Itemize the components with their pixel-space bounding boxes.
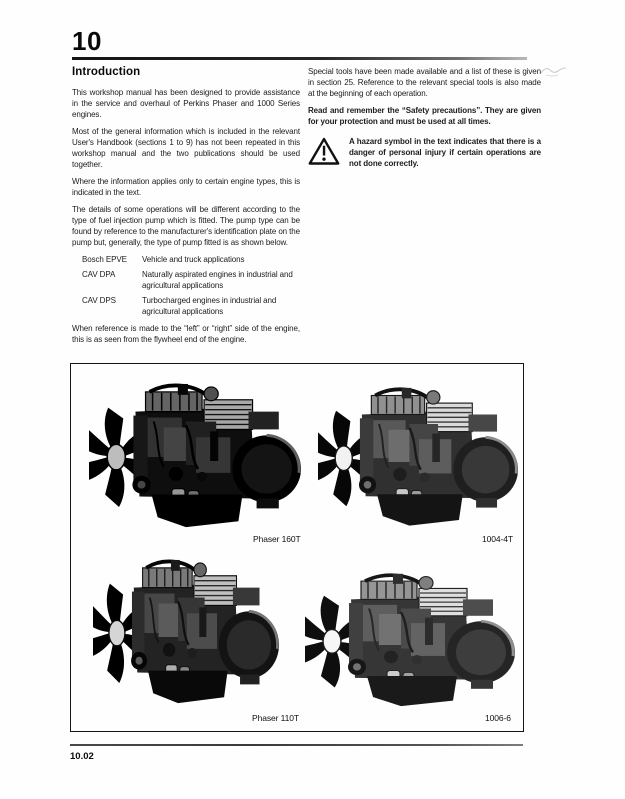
paragraph-safety-precautions: Read and remember the “Safety precautions”. They are given for your protection and must be used at all times.: [308, 106, 541, 126]
paragraph-pump-types: The details of some operations will be different according to the type of fuel injection pump which is fitted. The pump type can be found by reference to the manufacturer's identification plate on the pump but, generally, the type of pump fitted is as shown below.: [72, 205, 300, 247]
engine-photo-phaser-160t: [89, 382, 301, 540]
header-rule: [72, 57, 527, 60]
pencil-mark: [538, 63, 572, 81]
chapter-number: 10: [72, 26, 102, 56]
hazard-warning-text: A hazard symbol in the text indicates that there is a danger of personal injury if certain operations are not done correctly.: [349, 137, 541, 168]
left-column: [72, 66, 300, 351]
right-column: [308, 66, 541, 169]
pump-description: Naturally aspirated engines in industrial and agricultural applications: [142, 270, 293, 290]
paragraph-left-right: When reference is made to the “left” or “right” side of the engine, this is as seen from the flywheel end of the engine.: [72, 324, 300, 344]
paragraph-engine-types: Where the information applies only to certain engine types, this is indicated in the text.: [72, 177, 300, 197]
hazard-warning-block: [308, 136, 541, 169]
intro-heading: Introduction: [72, 66, 141, 78]
engine-photo-phaser-110t: [93, 558, 279, 716]
page-number: 10.02: [70, 751, 94, 762]
warning-triangle-icon: [308, 137, 340, 166]
pump-description: Turbocharged engines in industrial and agricultural applications: [142, 296, 277, 316]
engine-photo-1004-4t: [318, 386, 518, 538]
engine-photo-1006-6: [305, 572, 515, 718]
list-item: [82, 295, 300, 317]
figure-caption-1006-6: 1006-6: [485, 713, 511, 723]
figure-caption-1004-4t: 1004-4T: [482, 534, 513, 544]
pump-term: CAV DPA: [82, 270, 116, 279]
paragraph-handbook: Most of the general information which is included in the relevant User's Handbook (sections 1 to 9) has not been repeated in this workshop manual and the two publications should be used together.: [72, 127, 300, 169]
footer-rule: [70, 744, 523, 746]
pump-type-list: [82, 254, 300, 317]
engine-figure-box: [70, 363, 524, 732]
pump-term: CAV DPS: [82, 296, 116, 305]
pump-term: Bosch EPVE: [82, 255, 127, 264]
list-item: [82, 254, 300, 265]
paragraph-overview: This workshop manual has been designed to provide assistance in the service and overhaul of Perkins Phaser and 1000 Series engines.: [72, 88, 300, 119]
list-item: [82, 269, 300, 291]
paragraph-special-tools: Special tools have been made available and a list of these is given in section 25. Reference to the relevant special tools is also made at the beginning of each operation.: [308, 67, 541, 98]
figure-caption-phaser-110t: Phaser 110T: [252, 713, 299, 723]
pump-description: Vehicle and truck applications: [142, 255, 245, 264]
figure-caption-phaser-160t: Phaser 160T: [253, 534, 301, 544]
